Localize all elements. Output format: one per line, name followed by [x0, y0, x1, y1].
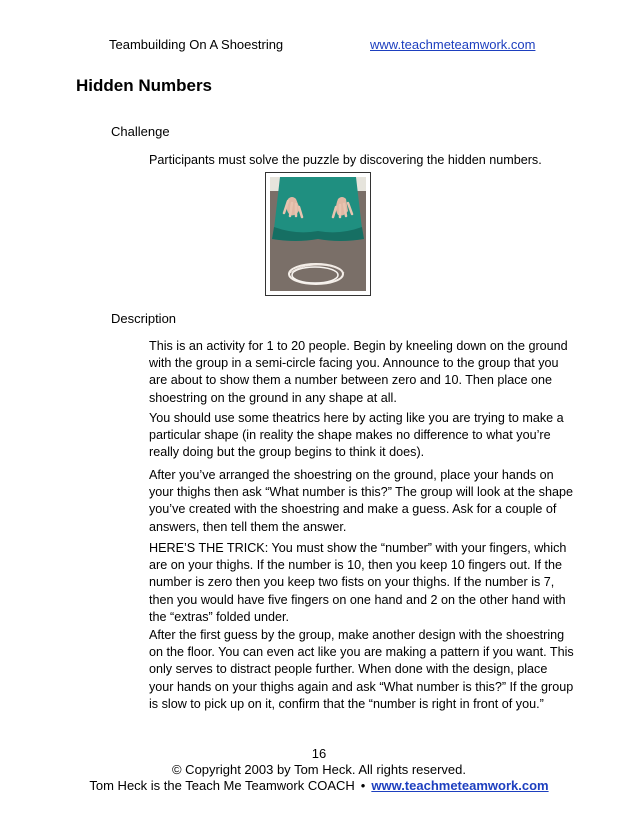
description-paragraph: After the first guess by the group, make another design with the shoestring on the floor. You can even act like you are making a pattern if you want. This only serves to distract people further. When done with the design, place your hands on your thighs again and ask “What number is this?” If the group is slow to pick up on it, confirm that the “number is right in front of you.”	[149, 628, 574, 711]
description-heading: Description	[111, 311, 177, 326]
bullet-separator: •	[360, 778, 366, 793]
description-paragraph: You should use some theatrics here by acting like you are trying to make a particular shape (in reality the shape makes no difference to what you’re really doing but the group begins to think it does).	[149, 411, 564, 460]
footer-line	[0, 778, 638, 793]
footer-link[interactable]: www.teachmeteamwork.com	[371, 778, 549, 793]
coach-text: Tom Heck is the Teach Me Teamwork COACH	[89, 778, 355, 793]
description-paragraph: This is an activity for 1 to 20 people. Begin by kneeling down on the ground with the group in a semi-circle facing you. Announce to the group that you are about to show them a number between zero and 10. Then place one shoestring on the ground in any shape at all.	[149, 339, 568, 405]
header-title: Teambuilding On A Shoestring	[109, 37, 284, 52]
activity-photo	[265, 172, 371, 296]
description-paragraph: After you’ve arranged the shoestring on the ground, place your hands on your thighs then ask “What number is this?” The group will look at the shape you’ve created with the shoestring and make a guess. Ask for a couple of answers, then tell them the answer.	[149, 468, 573, 534]
kneeling-person-image	[270, 177, 366, 291]
description-paragraph: HERE’S THE TRICK: You must show the “number” with your fingers, which are on your thighs. If the number is 10, then you keep 10 fingers out. If the number is zero then you keep two fists on your thighs. If the number is 7, then you would have five fingers on one hand and 2 on the other hand with the “extras” folded under.	[149, 541, 567, 624]
challenge-heading: Challenge	[111, 124, 170, 139]
page-title: Hidden Numbers	[76, 76, 213, 95]
header-link[interactable]: www.teachmeteamwork.com	[370, 37, 536, 52]
page-number: 16	[311, 746, 327, 761]
challenge-text: Participants must solve the puzzle by discovering the hidden numbers.	[149, 153, 542, 167]
copyright-text: © Copyright 2003 by Tom Heck. All rights reserved.	[171, 762, 467, 777]
